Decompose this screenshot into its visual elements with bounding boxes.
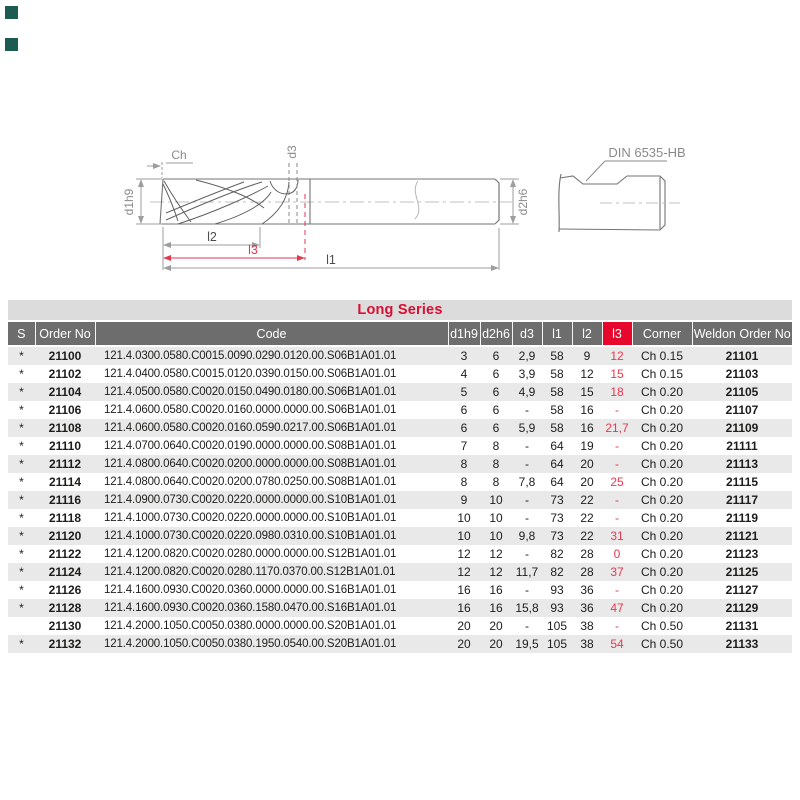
cell-d3: 4,9 bbox=[518, 385, 536, 399]
cell-d1h9: 9 bbox=[460, 493, 468, 507]
cell-l3: - bbox=[615, 583, 619, 597]
cell-weldon: 21109 bbox=[725, 421, 759, 435]
cell-order_no: 21126 bbox=[48, 583, 82, 597]
cell-l3: 54 bbox=[610, 637, 624, 651]
cell-d1h9: 16 bbox=[457, 601, 471, 615]
cell-d2h6: 20 bbox=[489, 619, 503, 633]
din-label: DIN 6535-HB bbox=[608, 145, 686, 160]
cell-d2h6: 8 bbox=[492, 475, 500, 489]
cell-s: * bbox=[19, 439, 24, 453]
table-row bbox=[8, 365, 792, 383]
table-row bbox=[8, 419, 792, 437]
cell-d3: - bbox=[525, 547, 529, 561]
cell-l2: 28 bbox=[580, 547, 594, 561]
cell-l2: 15 bbox=[580, 385, 594, 399]
cell-order_no: 21100 bbox=[48, 349, 82, 363]
cell-d3: 15,8 bbox=[515, 601, 539, 615]
cell-s: * bbox=[19, 565, 24, 579]
cell-d1h9: 8 bbox=[460, 457, 468, 471]
cell-s: * bbox=[19, 367, 24, 381]
cell-l1: 64 bbox=[550, 475, 564, 489]
cell-l2: 36 bbox=[580, 601, 594, 615]
cell-weldon: 21123 bbox=[725, 547, 759, 561]
cell-order_no: 21128 bbox=[48, 601, 82, 615]
cell-order_no: 21118 bbox=[48, 511, 82, 525]
l3-label: l3 bbox=[248, 243, 258, 257]
cell-d2h6: 6 bbox=[492, 421, 500, 435]
cell-d2h6: 6 bbox=[492, 349, 500, 363]
table-row bbox=[8, 473, 792, 491]
cell-d3: 19,5 bbox=[515, 637, 539, 651]
cell-s: * bbox=[19, 385, 24, 399]
l1-label: l1 bbox=[326, 253, 336, 267]
cell-corner: Ch 0.50 bbox=[640, 619, 684, 633]
cell-code: 121.4.0900.0730.C0020.0220.0000.0000.00.S10B1A01.01 bbox=[104, 494, 397, 506]
cell-d1h9: 20 bbox=[457, 637, 471, 651]
cell-order_no: 21104 bbox=[48, 385, 82, 399]
cell-d1h9: 6 bbox=[460, 403, 468, 417]
table-row bbox=[8, 563, 792, 581]
cell-weldon: 21121 bbox=[725, 529, 759, 543]
ch-dimension bbox=[147, 162, 193, 178]
cell-corner: Ch 0.20 bbox=[640, 493, 684, 507]
cell-weldon: 21117 bbox=[725, 493, 759, 507]
l3-dimension bbox=[163, 255, 305, 261]
cell-d1h9: 10 bbox=[457, 529, 471, 543]
cell-corner: Ch 0.15 bbox=[640, 349, 684, 363]
cell-l3: - bbox=[615, 403, 619, 417]
cell-l1: 73 bbox=[550, 529, 564, 543]
column-header-s: S bbox=[8, 322, 35, 346]
cell-s: * bbox=[19, 547, 24, 561]
d1h9-label: d1h9 bbox=[122, 188, 136, 216]
cell-weldon: 21111 bbox=[726, 439, 758, 453]
cell-weldon: 21101 bbox=[725, 349, 759, 363]
table-row bbox=[8, 491, 792, 509]
cell-corner: Ch 0.20 bbox=[640, 583, 684, 597]
cell-d3: - bbox=[525, 439, 529, 453]
endmill-technical-drawing bbox=[0, 0, 800, 300]
cell-l3: 25 bbox=[610, 475, 624, 489]
cell-l3: 31 bbox=[610, 529, 624, 543]
cell-l3: 12 bbox=[610, 349, 624, 363]
cell-d3: 2,9 bbox=[518, 349, 536, 363]
cell-code: 121.4.1000.0730.C0020.0220.0980.0310.00.S10B1A01.01 bbox=[104, 530, 397, 542]
cell-l1: 58 bbox=[550, 403, 564, 417]
cell-corner: Ch 0.20 bbox=[640, 547, 684, 561]
cell-d1h9: 7 bbox=[460, 439, 468, 453]
cell-code: 121.4.1200.0820.C0020.0280.1170.0370.00.S12B1A01.01 bbox=[104, 566, 396, 578]
cell-l1: 64 bbox=[550, 439, 564, 453]
cell-order_no: 21122 bbox=[48, 547, 82, 561]
cell-order_no: 21114 bbox=[48, 475, 82, 489]
cell-l3: - bbox=[615, 439, 619, 453]
column-header-d1h9: d1h9 bbox=[448, 322, 480, 346]
cell-d2h6: 16 bbox=[489, 601, 503, 615]
cell-code: 121.4.0300.0580.C0015.0090.0290.0120.00.S06B1A01.01 bbox=[104, 350, 397, 362]
cell-d3: - bbox=[525, 493, 529, 507]
table-row bbox=[8, 635, 792, 653]
cell-d2h6: 6 bbox=[492, 367, 500, 381]
cell-d2h6: 10 bbox=[489, 529, 503, 543]
cell-l3: 47 bbox=[610, 601, 624, 615]
cell-order_no: 21130 bbox=[48, 619, 82, 633]
cell-d2h6: 12 bbox=[489, 565, 503, 579]
table-body bbox=[8, 346, 792, 653]
l2-label: l2 bbox=[207, 230, 217, 244]
column-header-d2h6: d2h6 bbox=[480, 322, 512, 346]
table-row bbox=[8, 437, 792, 455]
cell-code: 121.4.2000.1050.C0050.0380.0000.0000.00.S20B1A01.01 bbox=[104, 620, 397, 632]
cell-weldon: 21107 bbox=[725, 403, 759, 417]
cell-weldon: 21113 bbox=[725, 457, 759, 471]
long-series-table-section bbox=[8, 300, 792, 653]
cell-l2: 16 bbox=[580, 421, 594, 435]
cell-d2h6: 20 bbox=[489, 637, 503, 651]
cell-s: * bbox=[19, 493, 24, 507]
cell-l3: - bbox=[615, 493, 619, 507]
cell-weldon: 21103 bbox=[725, 367, 759, 381]
cell-corner: Ch 0.20 bbox=[640, 511, 684, 525]
cell-d3: - bbox=[525, 619, 529, 633]
cell-l1: 73 bbox=[550, 511, 564, 525]
cell-code: 121.4.0800.0640.C0020.0200.0000.0000.00.S08B1A01.01 bbox=[104, 458, 397, 470]
cell-d3: 7,8 bbox=[518, 475, 536, 489]
table-row bbox=[8, 527, 792, 545]
cell-l1: 58 bbox=[550, 367, 564, 381]
cell-d1h9: 8 bbox=[460, 475, 468, 489]
cell-d1h9: 10 bbox=[457, 511, 471, 525]
shank-break-line bbox=[415, 181, 419, 219]
cell-order_no: 21116 bbox=[48, 493, 82, 507]
cell-corner: Ch 0.20 bbox=[640, 565, 684, 579]
cell-code: 121.4.1600.0930.C0020.0360.0000.0000.00.S16B1A01.01 bbox=[104, 584, 397, 596]
cell-weldon: 21105 bbox=[725, 385, 759, 399]
table-row bbox=[8, 455, 792, 473]
cell-s: * bbox=[19, 583, 24, 597]
cell-l1: 93 bbox=[550, 583, 564, 597]
cell-code: 121.4.1200.0820.C0020.0280.0000.0000.00.S12B1A01.01 bbox=[104, 548, 397, 560]
cell-l3: 21,7 bbox=[605, 421, 629, 435]
cell-s: * bbox=[19, 637, 24, 651]
cell-l2: 38 bbox=[580, 637, 594, 651]
cell-l2: 12 bbox=[580, 367, 594, 381]
cell-weldon: 21125 bbox=[725, 565, 759, 579]
cell-weldon: 21131 bbox=[725, 619, 759, 633]
cell-d1h9: 6 bbox=[460, 421, 468, 435]
column-header-d3: d3 bbox=[512, 322, 542, 346]
cell-code: 121.4.0700.0640.C0020.0190.0000.0000.00.S08B1A01.01 bbox=[104, 440, 397, 452]
cell-order_no: 21132 bbox=[48, 637, 82, 651]
cell-order_no: 21112 bbox=[48, 457, 82, 471]
cell-s: * bbox=[19, 349, 24, 363]
table-header-row bbox=[8, 322, 792, 346]
cell-d1h9: 12 bbox=[457, 565, 471, 579]
cell-weldon: 21129 bbox=[725, 601, 759, 615]
table-row bbox=[8, 346, 792, 365]
cell-corner: Ch 0.20 bbox=[640, 457, 684, 471]
cell-code: 121.4.0800.0640.C0020.0200.0780.0250.00.S08B1A01.01 bbox=[104, 476, 397, 488]
cell-weldon: 21133 bbox=[725, 637, 759, 651]
cell-d2h6: 6 bbox=[492, 385, 500, 399]
cell-l2: 9 bbox=[583, 349, 591, 363]
cell-s bbox=[8, 617, 35, 635]
cell-l2: 36 bbox=[580, 583, 594, 597]
cell-d2h6: 8 bbox=[492, 439, 500, 453]
cell-corner: Ch 0.20 bbox=[640, 601, 684, 615]
table-row bbox=[8, 617, 792, 635]
cell-l3: - bbox=[615, 619, 619, 633]
cell-s: * bbox=[19, 511, 24, 525]
cell-d2h6: 8 bbox=[492, 457, 500, 471]
cell-s: * bbox=[19, 421, 24, 435]
cell-corner: Ch 0.20 bbox=[640, 475, 684, 489]
cell-d2h6: 6 bbox=[492, 403, 500, 417]
cell-order_no: 21120 bbox=[48, 529, 82, 543]
cell-code: 121.4.1000.0730.C0020.0220.0000.0000.00.S10B1A01.01 bbox=[104, 512, 397, 524]
cell-l2: 22 bbox=[580, 529, 594, 543]
cell-l1: 58 bbox=[550, 421, 564, 435]
column-header-l3: l3 bbox=[602, 322, 632, 346]
column-header-l1: l1 bbox=[542, 322, 572, 346]
cell-code: 121.4.0400.0580.C0015.0120.0390.0150.00.S06B1A01.01 bbox=[104, 368, 397, 380]
cell-corner: Ch 0.15 bbox=[640, 367, 684, 381]
cell-s: * bbox=[19, 403, 24, 417]
cell-d3: - bbox=[525, 583, 529, 597]
cell-corner: Ch 0.50 bbox=[640, 637, 684, 651]
cell-l3: 37 bbox=[610, 565, 624, 579]
table-title: Long Series bbox=[8, 300, 792, 320]
column-header-code: Code bbox=[95, 322, 448, 346]
cell-order_no: 21102 bbox=[48, 367, 82, 381]
cell-weldon: 21119 bbox=[725, 511, 759, 525]
cell-order_no: 21110 bbox=[48, 439, 82, 453]
cell-l2: 22 bbox=[580, 493, 594, 507]
cell-code: 121.4.0500.0580.C0020.0150.0490.0180.00.S06B1A01.01 bbox=[104, 386, 397, 398]
cell-l3: - bbox=[615, 511, 619, 525]
cell-d1h9: 16 bbox=[457, 583, 471, 597]
cell-l1: 82 bbox=[550, 565, 564, 579]
table-row bbox=[8, 599, 792, 617]
d3-label: d3 bbox=[285, 145, 299, 159]
cell-d2h6: 10 bbox=[489, 493, 503, 507]
cell-weldon: 21127 bbox=[725, 583, 759, 597]
cell-d2h6: 16 bbox=[489, 583, 503, 597]
column-header-l2: l2 bbox=[572, 322, 602, 346]
table-row bbox=[8, 383, 792, 401]
cell-l1: 73 bbox=[550, 493, 564, 507]
cell-code: 121.4.2000.1050.C0050.0380.1950.0540.00.S20B1A01.01 bbox=[104, 638, 397, 650]
cell-l2: 19 bbox=[580, 439, 594, 453]
specification-table bbox=[8, 322, 792, 653]
ch-label: Ch bbox=[171, 148, 187, 162]
table-row bbox=[8, 509, 792, 527]
cell-d2h6: 10 bbox=[489, 511, 503, 525]
cell-order_no: 21106 bbox=[48, 403, 82, 417]
cell-l2: 38 bbox=[580, 619, 594, 633]
cell-code: 121.4.1600.0930.C0020.0360.1580.0470.00.S16B1A01.01 bbox=[104, 602, 397, 614]
cell-order_no: 21124 bbox=[48, 565, 82, 579]
cell-l1: 82 bbox=[550, 547, 564, 561]
cell-l1: 93 bbox=[550, 601, 564, 615]
cell-d1h9: 20 bbox=[457, 619, 471, 633]
cell-d1h9: 12 bbox=[457, 547, 471, 561]
cell-d3: - bbox=[525, 457, 529, 471]
cell-corner: Ch 0.20 bbox=[640, 385, 684, 399]
cell-d3: 3,9 bbox=[518, 367, 536, 381]
cell-l3: - bbox=[615, 457, 619, 471]
column-header-corner: Corner bbox=[632, 322, 692, 346]
cell-s: * bbox=[19, 457, 24, 471]
cell-weldon: 21115 bbox=[725, 475, 759, 489]
table-header bbox=[8, 322, 792, 346]
cell-l3: 15 bbox=[610, 367, 624, 381]
cell-corner: Ch 0.20 bbox=[640, 421, 684, 435]
cell-d3: 11,7 bbox=[515, 565, 539, 579]
cell-d2h6: 12 bbox=[489, 547, 503, 561]
cell-d1h9: 4 bbox=[460, 367, 468, 381]
d2h6-label: d2h6 bbox=[516, 188, 530, 216]
cell-l1: 64 bbox=[550, 457, 564, 471]
column-header-weldon: Weldon Order No bbox=[692, 322, 792, 346]
cell-s: * bbox=[19, 475, 24, 489]
column-header-order_no: Order No bbox=[35, 322, 95, 346]
cell-corner: Ch 0.20 bbox=[640, 439, 684, 453]
cell-l3: 0 bbox=[613, 547, 621, 561]
cell-code: 121.4.0600.0580.C0020.0160.0590.0217.00.S06B1A01.01 bbox=[104, 422, 397, 434]
cell-s: * bbox=[19, 529, 24, 543]
cell-l2: 20 bbox=[580, 475, 594, 489]
cell-d1h9: 3 bbox=[460, 349, 468, 363]
table-row bbox=[8, 401, 792, 419]
cell-l1: 105 bbox=[546, 637, 568, 651]
cell-corner: Ch 0.20 bbox=[640, 403, 684, 417]
cell-d1h9: 5 bbox=[460, 385, 468, 399]
cell-corner: Ch 0.20 bbox=[640, 529, 684, 543]
cell-l2: 16 bbox=[580, 403, 594, 417]
cell-l3: 18 bbox=[610, 385, 624, 399]
cell-order_no: 21108 bbox=[48, 421, 82, 435]
cell-d3: - bbox=[525, 511, 529, 525]
cell-l2: 20 bbox=[580, 457, 594, 471]
cell-code: 121.4.0600.0580.C0020.0160.0000.0000.00.S06B1A01.01 bbox=[104, 404, 397, 416]
din-leader-line bbox=[586, 161, 667, 181]
table-row bbox=[8, 545, 792, 563]
cell-d3: 9,8 bbox=[518, 529, 536, 543]
cell-l2: 22 bbox=[580, 511, 594, 525]
cell-l1: 58 bbox=[550, 349, 564, 363]
cell-s: * bbox=[19, 601, 24, 615]
cell-d3: 5,9 bbox=[518, 421, 536, 435]
table-row bbox=[8, 581, 792, 599]
cell-d3: - bbox=[525, 403, 529, 417]
cell-l1: 58 bbox=[550, 385, 564, 399]
cell-l1: 105 bbox=[546, 619, 568, 633]
cell-l2: 28 bbox=[580, 565, 594, 579]
